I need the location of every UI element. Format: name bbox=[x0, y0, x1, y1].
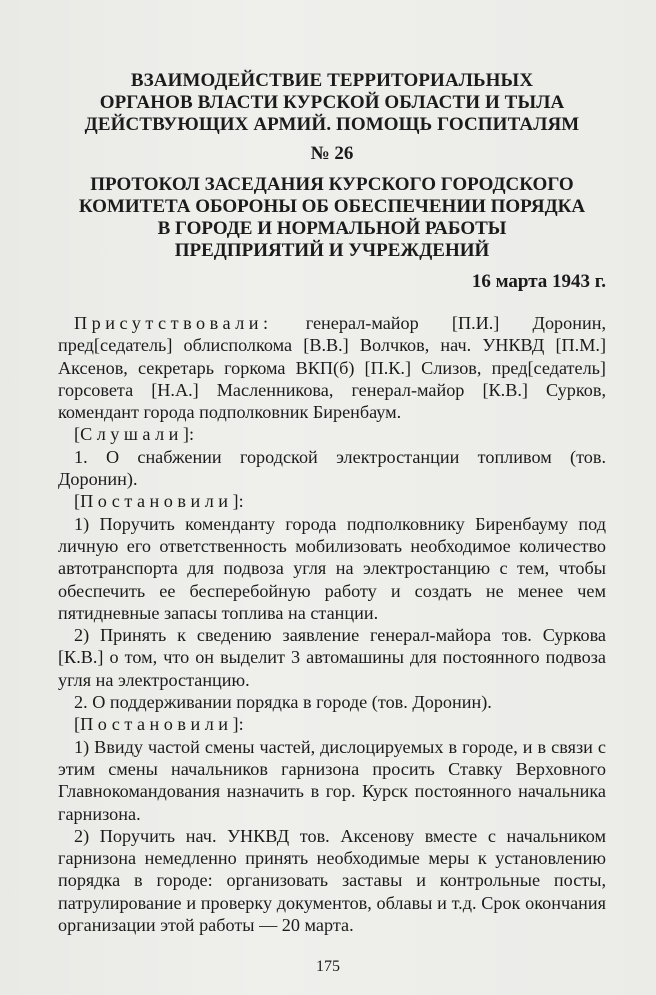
page-content bbox=[58, 70, 606, 936]
bracket-open: [ bbox=[74, 491, 81, 512]
bracket-close: ]: bbox=[232, 491, 244, 512]
bracket-close: ]: bbox=[232, 714, 244, 735]
heard-heading bbox=[58, 423, 606, 445]
bracket-open: [ bbox=[74, 714, 81, 735]
document-title-line: ПРОТОКОЛ ЗАСЕДАНИЯ КУРСКОГО ГОРОДСКОГО bbox=[90, 174, 574, 195]
bracket-close: ]: bbox=[182, 424, 195, 445]
bracket-open: [ bbox=[74, 424, 81, 445]
section-title-line: ОРГАНОВ ВЛАСТИ КУРСКОЙ ОБЛАСТИ И ТЫЛА bbox=[99, 92, 565, 113]
resolution-1-1: 1) Поручить коменданту города подполковнику Биренбауму под личную его ответственность мобилизовать необходимое количество автотранспорта для подвоза угля на электростанцию с тем, чтобы обеспечить ее бесперебойную работу и создать не менее чем пятидневные запасы топлива на станции. bbox=[58, 513, 606, 623]
attendees-text: генерал-майор [П.И.] Доронин, пред[седатель] облисполкома [В.В.] Волчков, нач. УНКВД [П.М.] Аксенов, секретарь горкома ВКП(б) [П.К.] Слизов, пред[седатель] горсовета [Н.А.] Масленникова, генерал-майор [К.В.] Сурков, комендант города подполковник Биренбаум. bbox=[58, 313, 606, 423]
document-title-line: ПРЕДПРИЯТИЙ И УЧРЕЖДЕНИЙ bbox=[174, 240, 490, 261]
document-title-line: В ГОРОДЕ И НОРМАЛЬНОЙ РАБОТЫ bbox=[157, 218, 507, 239]
document-title-line: КОМИТЕТА ОБОРОНЫ ОБ ОБЕСПЕЧЕНИИ ПОРЯДКА bbox=[78, 196, 586, 217]
document-body bbox=[58, 312, 606, 936]
resolved-label: Постановили bbox=[80, 714, 233, 735]
resolution-2-1: 1) Ввиду частой смены частей, дислоцируемых в городе, и в связи с этим смены начальников гарнизона просить Ставку Верховного Главнокомандования назначить в гор. Курск постоянного начальника гарнизона. bbox=[58, 736, 606, 824]
document-title bbox=[58, 174, 606, 262]
document-date: 16 марта 1943 г. bbox=[471, 271, 606, 292]
document-number: № 26 bbox=[310, 143, 354, 164]
attendees-label: Присутствовали: bbox=[74, 313, 273, 333]
resolved-label: Постановили bbox=[80, 491, 233, 512]
resolved-heading-1 bbox=[58, 490, 606, 512]
agenda-item-1: 1. О снабжении городской электростанции топливом (тов. Доронин). bbox=[58, 446, 606, 490]
resolution-1-2: 2) Принять к сведению заявление генерал-майора тов. Суркова [К.В.] о том, что он выделит 3 автомашины для постоянного подвоза угля на электростанцию. bbox=[58, 625, 606, 690]
section-title-line: ВЗАИМОДЕЙСТВИЕ ТЕРРИТОРИАЛЬНЫХ bbox=[130, 70, 534, 91]
page-number: 175 bbox=[316, 958, 340, 975]
section-title-line: ДЕЙСТВУЮЩИХ АРМИЙ. ПОМОЩЬ ГОСПИТАЛЯМ bbox=[84, 114, 580, 135]
attendees-paragraph bbox=[58, 312, 606, 423]
agenda-item-2: 2. О поддерживании порядка в городе (тов. Доронин). bbox=[74, 692, 492, 713]
resolved-heading-2 bbox=[58, 713, 606, 735]
section-title bbox=[58, 70, 606, 136]
heard-label: Слушали bbox=[80, 424, 183, 445]
resolution-2-2: 2) Поручить нач. УНКВД тов. Аксенову вместе с начальником гарнизона немедленно принять необходимые меры к установлению порядка в городе: организовать заставы и контрольные посты, патрулирование и проверку документов, облавы и т.д. Срок окончания организации этой работы — 20 марта. bbox=[58, 825, 606, 936]
